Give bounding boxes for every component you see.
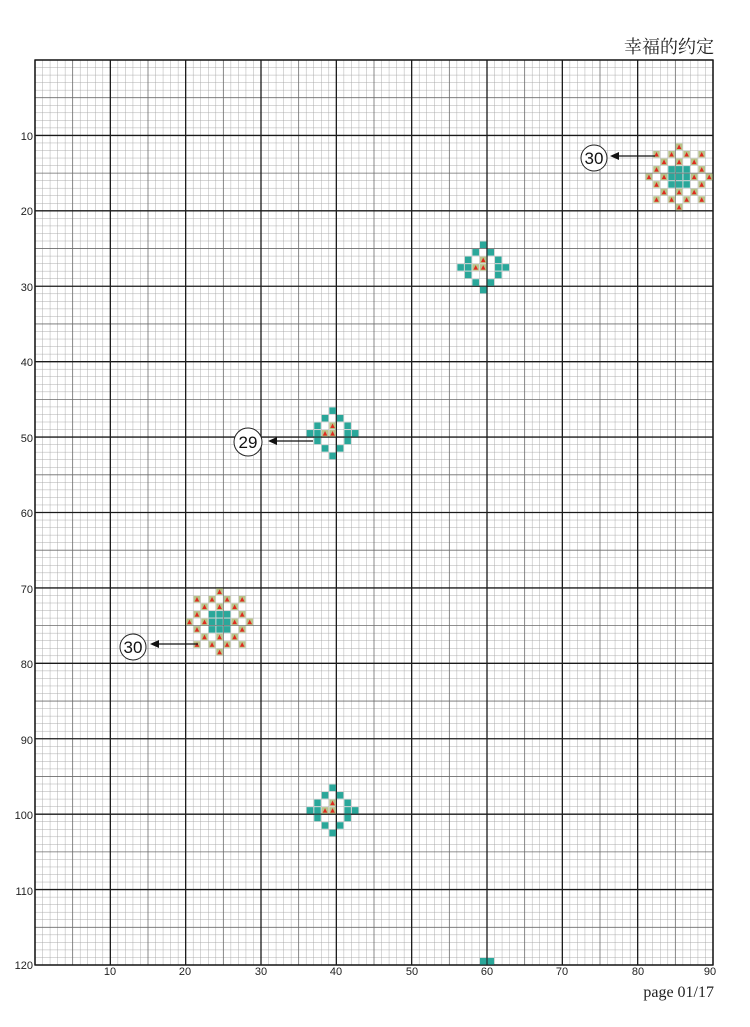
- x-tick-label: 40: [329, 966, 343, 978]
- stitch-cell-teal: [488, 249, 495, 256]
- stitch-cell-teal: [329, 407, 336, 414]
- pattern-title: 幸福的约定: [624, 37, 714, 58]
- stitch-cell-teal: [329, 785, 336, 792]
- stitch-cell-teal: [216, 626, 223, 633]
- x-tick-label: 10: [103, 966, 117, 978]
- stitch-cell-teal: [480, 958, 487, 965]
- stitch-cell-teal: [314, 815, 321, 822]
- x-tick-label: 20: [178, 966, 192, 978]
- stitch-cell-teal: [683, 174, 690, 181]
- stitch-cell-teal: [314, 800, 321, 807]
- stitch-cell-teal: [322, 445, 329, 452]
- stitch-cell-teal: [676, 181, 683, 188]
- callout-label: 30: [123, 638, 143, 657]
- y-tick-label: 40: [20, 357, 33, 369]
- stitch-cell-teal: [472, 279, 479, 286]
- stitch-cell-teal: [314, 430, 321, 437]
- y-tick-label: 70: [20, 584, 33, 596]
- stitch-cell-teal: [307, 807, 314, 814]
- y-tick-label: 50: [20, 433, 33, 445]
- stitch-cell-teal: [314, 807, 321, 814]
- stitch-cell-teal: [209, 611, 216, 618]
- y-tick-label: 80: [20, 659, 33, 671]
- stitch-cell-teal: [209, 619, 216, 626]
- x-tick-label: 70: [555, 966, 569, 978]
- stitch-cell-teal: [495, 272, 502, 279]
- stitch-cell-teal: [314, 423, 321, 430]
- stitch-cell-teal: [683, 181, 690, 188]
- stitch-cell-teal: [457, 264, 464, 271]
- stitch-cell-teal: [322, 792, 329, 799]
- y-tick-label: 110: [15, 886, 33, 898]
- stitch-cell-teal: [352, 807, 359, 814]
- stitch-cell-teal: [683, 166, 690, 173]
- y-tick-label: 120: [14, 960, 33, 972]
- stitch-cell-teal: [322, 415, 329, 422]
- stitch-cell-teal: [224, 611, 231, 618]
- stitch-cell-teal: [344, 807, 351, 814]
- stitch-cell-teal: [488, 279, 495, 286]
- stitch-cell-teal: [495, 264, 502, 271]
- callout-label: 30: [584, 149, 604, 168]
- y-tick-label: 90: [20, 735, 33, 747]
- stitch-cell-teal: [465, 257, 472, 264]
- y-tick-label: 10: [20, 131, 33, 143]
- stitch-cell-teal: [344, 430, 351, 437]
- stitch-cell-teal: [472, 249, 479, 256]
- y-tick-label: 100: [14, 810, 33, 822]
- y-tick-label: 60: [20, 508, 33, 520]
- stitch-cell-teal: [676, 174, 683, 181]
- stitch-cell-teal: [216, 619, 223, 626]
- stitch-cell-teal: [337, 445, 344, 452]
- stitch-cell-teal: [329, 830, 336, 837]
- stitch-cell-teal: [337, 792, 344, 799]
- stitch-cell-teal: [224, 619, 231, 626]
- stitch-cell-teal: [495, 257, 502, 264]
- grid-lines: [35, 60, 713, 965]
- stitch-cell-teal: [307, 430, 314, 437]
- stitch-cell-teal: [668, 181, 675, 188]
- stitch-cell-teal: [216, 611, 223, 618]
- y-axis-ticks: [15, 131, 33, 972]
- stitch-cell-teal: [344, 815, 351, 822]
- stitch-cell-teal: [465, 272, 472, 279]
- x-axis-ticks: [104, 966, 716, 978]
- stitch-cell-teal: [337, 415, 344, 422]
- stitch-cell-teal: [676, 166, 683, 173]
- x-tick-label: 90: [703, 966, 717, 978]
- stitch-cell-teal: [668, 166, 675, 173]
- stitch-cell-teal: [352, 430, 359, 437]
- x-tick-label: 50: [405, 966, 419, 978]
- x-tick-label: 80: [631, 966, 645, 978]
- y-tick-label: 30: [20, 282, 33, 294]
- stitch-cell-teal: [465, 264, 472, 271]
- stitch-cell-teal: [322, 822, 329, 829]
- stitch-cell-teal: [480, 287, 487, 294]
- stitch-cell-teal: [488, 958, 495, 965]
- stitch-cell-teal: [329, 453, 336, 460]
- callout-label: 29: [238, 433, 258, 452]
- stitch-cell-teal: [344, 438, 351, 445]
- stitch-cell-teal: [314, 438, 321, 445]
- stitch-cell-teal: [224, 626, 231, 633]
- page-number: page 01/17: [643, 984, 714, 1001]
- stitch-cell-teal: [209, 626, 216, 633]
- stitch-cell-teal: [344, 800, 351, 807]
- stitch-cell-teal: [337, 822, 344, 829]
- stitch-cell-teal: [503, 264, 510, 271]
- x-tick-label: 30: [254, 966, 268, 978]
- stitch-cell-teal: [344, 423, 351, 430]
- x-tick-label: 60: [480, 966, 494, 978]
- y-tick-label: 20: [20, 206, 33, 218]
- stitch-cell-teal: [480, 242, 487, 249]
- stitch-cell-teal: [668, 174, 675, 181]
